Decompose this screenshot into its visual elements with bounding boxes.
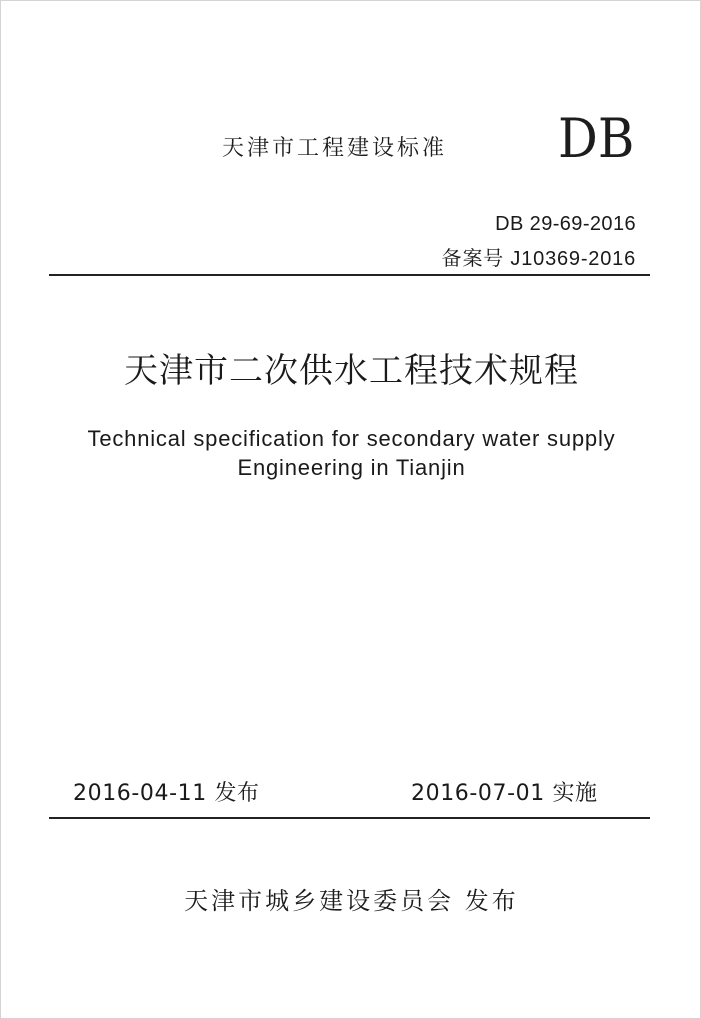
top-divider [49,274,650,276]
english-title-line-2: Engineering in Tianjin [237,455,466,480]
db-standard-mark: DB [558,107,635,170]
standard-number: DB 29-69-2016 [495,213,636,235]
document-title-english [1,424,701,482]
bottom-divider [49,817,650,819]
publisher: 天津市城乡建设委员会 发布 [184,887,519,915]
document-title-chinese: 天津市二次供水工程技术规程 [124,351,579,391]
implementation-date: 2016-07-01 实施 [411,781,598,806]
record-number: 备案号 J10369-2016 [441,248,636,270]
english-title-line-1: Technical specification for secondary water supply [87,426,616,451]
issue-date: 2016-04-11 发布 [73,781,260,806]
standard-series-label: 天津市工程建设标准 [222,136,448,161]
